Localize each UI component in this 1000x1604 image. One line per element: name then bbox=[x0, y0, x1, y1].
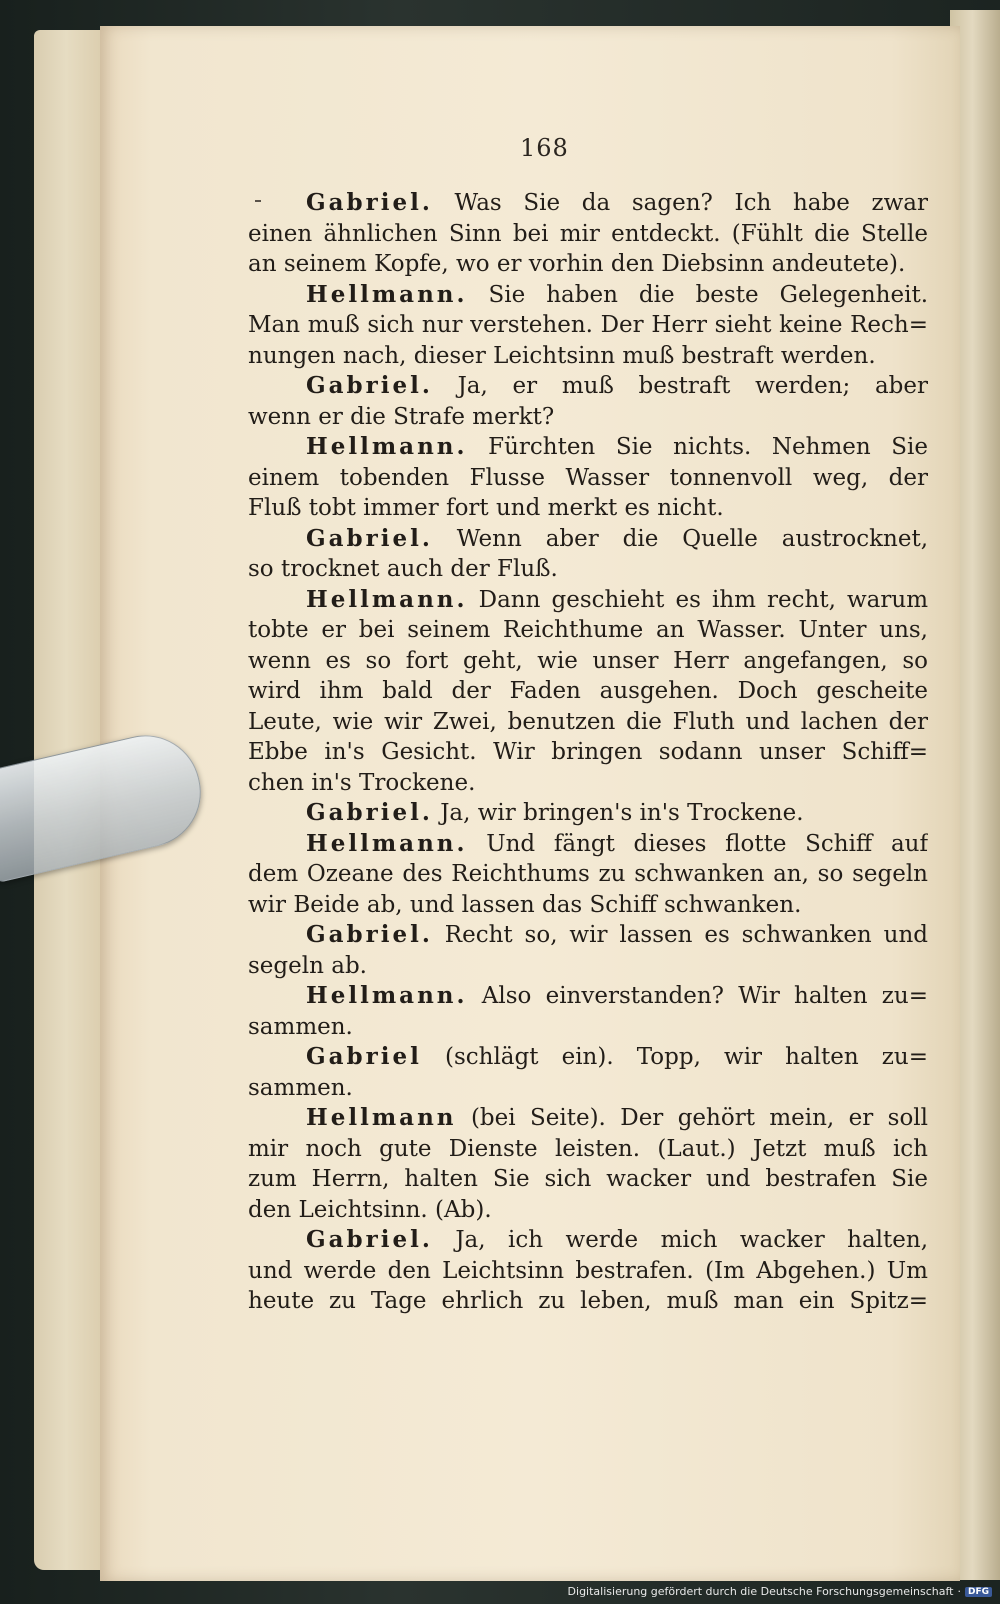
text-line bbox=[248, 615, 928, 646]
line-text: nungen nach, dieser Leichtsinn muß bestraft werden. bbox=[248, 342, 876, 369]
text-line bbox=[248, 341, 928, 372]
line-text: Ja, er muß bestraft werden; aber bbox=[457, 373, 928, 399]
text-line bbox=[248, 920, 928, 951]
text-line bbox=[248, 829, 928, 860]
line-text: segeln ab. bbox=[248, 952, 367, 979]
page-number: 168 bbox=[520, 134, 569, 162]
text-line bbox=[248, 1012, 928, 1043]
speaker-name: Hellmann bbox=[306, 1104, 457, 1131]
text-line bbox=[248, 1164, 928, 1195]
speaker-name: Hellmann. bbox=[306, 829, 468, 857]
speaker-name: Hellmann. bbox=[306, 280, 468, 308]
text-line bbox=[248, 1073, 928, 1104]
text-line bbox=[248, 1286, 928, 1317]
text-line bbox=[248, 707, 928, 738]
line-text: wenn es so fort geht, wie unser Herr angefangen, so bbox=[248, 647, 928, 674]
speaker-name: Hellmann. bbox=[306, 982, 468, 1009]
digitization-credit: Digitalisierung gefördert durch die Deutsche Forschungsgemeinschaft · DFG bbox=[568, 1585, 992, 1598]
line-text: Fluß tobt immer fort und merkt es nicht. bbox=[248, 495, 724, 521]
text-line bbox=[248, 737, 928, 768]
text-line bbox=[248, 249, 928, 280]
text-line bbox=[248, 280, 928, 311]
line-text: Recht so, wir lassen es schwanken und bbox=[444, 922, 928, 948]
text-line bbox=[248, 859, 928, 890]
speaker-name: Hellmann. bbox=[306, 585, 468, 613]
line-text: Fürchten Sie nichts. Nehmen Sie bbox=[488, 434, 928, 460]
line-text: wird ihm bald der Faden ausgehen. Doch gescheite bbox=[248, 678, 928, 704]
line-text: tobte er bei seinem Reichthume an Wasser. Unter uns, bbox=[248, 617, 928, 643]
line-text: wenn er die Strafe merkt? bbox=[248, 403, 555, 430]
text-line bbox=[248, 1195, 928, 1226]
text-line bbox=[248, 219, 928, 250]
line-text: Dann geschieht es ihm recht, warum bbox=[478, 586, 928, 613]
text-line bbox=[248, 951, 928, 982]
line-text: dem Ozeane des Reichthums zu schwanken an, so segeln bbox=[248, 861, 928, 887]
text-line bbox=[248, 554, 928, 585]
page-text bbox=[248, 188, 928, 1403]
line-text: zum Herrn, halten Sie sich wacker und bestrafen Sie bbox=[248, 1166, 928, 1192]
text-line bbox=[248, 1042, 928, 1073]
line-text: sammen. bbox=[248, 1074, 353, 1101]
text-line bbox=[248, 493, 928, 524]
text-line bbox=[248, 676, 928, 707]
line-text: Wenn aber die Quelle austrocknet, bbox=[456, 525, 928, 552]
text-line bbox=[248, 798, 928, 829]
line-text: wir Beide ab, und lassen das Schiff schwanken. bbox=[248, 891, 802, 918]
line-text: so trocknet auch der Fluß. bbox=[248, 556, 558, 582]
line-text: an seinem Kopfe, wo er vorhin den Diebsinn andeutete). bbox=[248, 251, 906, 277]
text-line bbox=[248, 646, 928, 677]
text-line bbox=[248, 1134, 928, 1165]
text-line bbox=[248, 188, 928, 219]
text-line bbox=[248, 432, 928, 463]
speaker-name: Hellmann. bbox=[306, 433, 468, 460]
line-text: einen ähnlichen Sinn bei mir entdeckt. (Fühlt die Stelle bbox=[248, 220, 928, 247]
text-line bbox=[248, 981, 928, 1012]
line-text: mir noch gute Dienste leisten. (Laut.) Jetzt muß ich bbox=[248, 1135, 928, 1162]
line-text: heute zu Tage ehrlich zu leben, muß man ein Spitz= bbox=[248, 1288, 928, 1314]
text-line bbox=[248, 1256, 928, 1287]
line-text: Ja, wir bringen's in's Trockene. bbox=[440, 800, 804, 826]
line-text: Sie haben die beste Gelegenheit. bbox=[488, 281, 928, 308]
line-text: (schlägt ein). Topp, wir halten zu= bbox=[444, 1044, 928, 1070]
line-text: Und fängt dieses flotte Schiff auf bbox=[486, 830, 928, 857]
dfg-logo-icon: DFG bbox=[965, 1587, 992, 1597]
line-text: einem tobenden Flusse Wasser tonnenvoll weg, der bbox=[248, 464, 928, 491]
line-text: den Leichtsinn. (Ab). bbox=[248, 1196, 492, 1223]
text-line bbox=[248, 310, 928, 341]
line-text: chen in's Trockene. bbox=[248, 769, 476, 796]
text-line bbox=[248, 585, 928, 616]
speaker-name: Gabriel. bbox=[306, 372, 433, 399]
speaker-name: Gabriel. bbox=[306, 799, 433, 826]
text-line bbox=[248, 1103, 928, 1134]
line-text: (bei Seite). Der gehört mein, er soll bbox=[470, 1105, 928, 1131]
line-text: Man muß sich nur verstehen. Der Herr sieht keine Rech= bbox=[248, 312, 928, 338]
text-line bbox=[248, 524, 928, 555]
speaker-name: Gabriel. bbox=[306, 524, 433, 552]
text-line bbox=[248, 890, 928, 921]
line-text: Leute, wie wir Zwei, benutzen die Fluth und lachen der bbox=[248, 708, 928, 735]
line-text: und werde den Leichtsinn bestrafen. (Im Abgehen.) Um bbox=[248, 1257, 928, 1284]
text-line bbox=[248, 463, 928, 494]
line-text: Ja, ich werde mich wacker halten, bbox=[455, 1227, 928, 1253]
line-text: Ebbe in's Gesicht. Wir bringen sodann unser Schiff= bbox=[248, 739, 928, 765]
text-line bbox=[248, 402, 928, 433]
speaker-name: Gabriel bbox=[306, 1043, 422, 1070]
credit-text: Digitalisierung gefördert durch die Deutsche Forschungsgemeinschaft bbox=[567, 1585, 954, 1598]
speaker-name: Gabriel. bbox=[306, 921, 433, 948]
line-text: sammen. bbox=[248, 1013, 353, 1040]
speaker-name: Gabriel. bbox=[306, 1226, 433, 1253]
speaker-name: Gabriel. bbox=[306, 189, 433, 216]
line-text: Also einverstanden? Wir halten zu= bbox=[481, 983, 928, 1009]
line-text: Was Sie da sagen? Ich habe zwar bbox=[454, 190, 928, 216]
text-line bbox=[248, 1225, 928, 1256]
text-line bbox=[248, 371, 928, 402]
text-line bbox=[248, 768, 928, 799]
